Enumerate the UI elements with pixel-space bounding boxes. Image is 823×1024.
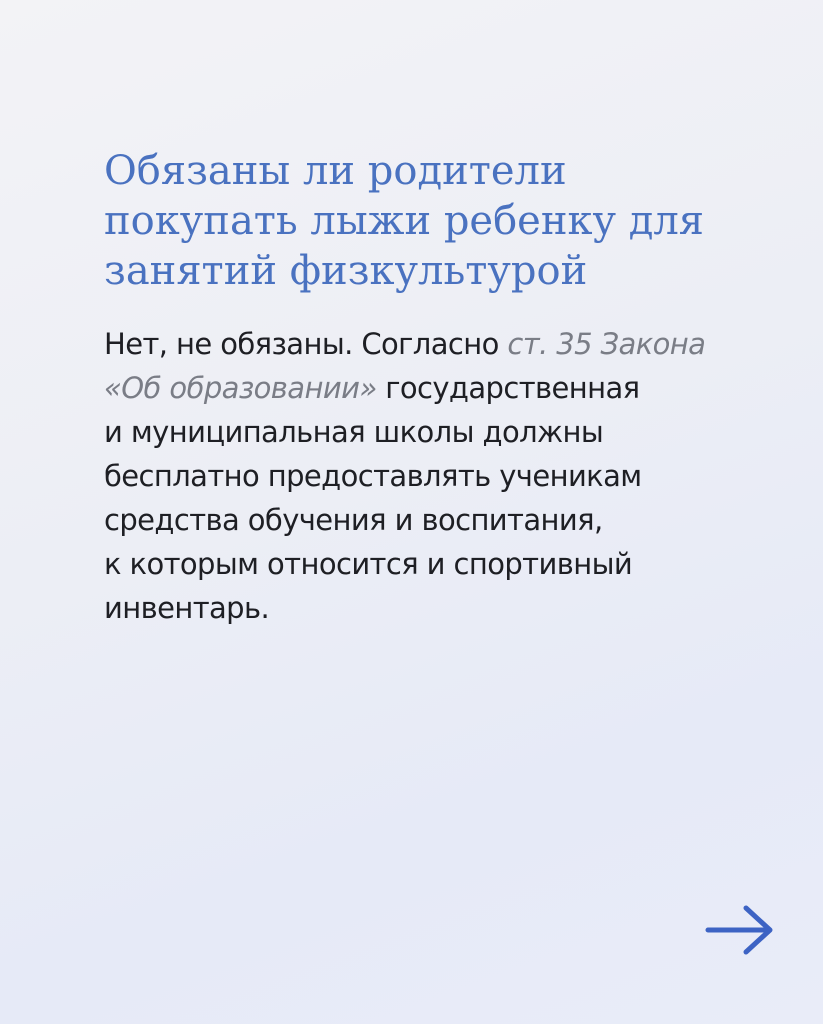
arrow-right-icon xyxy=(702,900,778,960)
question-title xyxy=(104,146,784,296)
title-line: Обязаны ли родители xyxy=(104,148,567,194)
answer-lead: Нет, не обязаны. Согласно xyxy=(104,327,508,361)
answer-line xyxy=(104,322,794,366)
answer-line xyxy=(104,366,794,410)
title-line: покупать лыжи ребенку для xyxy=(104,198,705,244)
answer-line: бесплатно предоставлять ученикам xyxy=(104,459,642,493)
answer-continuation: государственная xyxy=(376,371,640,405)
title-line: занятий физкультурой xyxy=(104,248,588,294)
answer-line: и муниципальная школы должны xyxy=(104,415,604,449)
law-reference: ст. 35 Закона xyxy=(507,327,706,361)
answer-line: инвентарь. xyxy=(104,591,270,625)
answer-line: средства обучения и воспитания, xyxy=(104,503,603,537)
answer-text xyxy=(104,322,794,630)
answer-line: к которым относится и спортивный xyxy=(104,547,633,581)
next-slide-button[interactable] xyxy=(702,900,778,960)
law-reference: «Об образовании» xyxy=(104,371,377,405)
